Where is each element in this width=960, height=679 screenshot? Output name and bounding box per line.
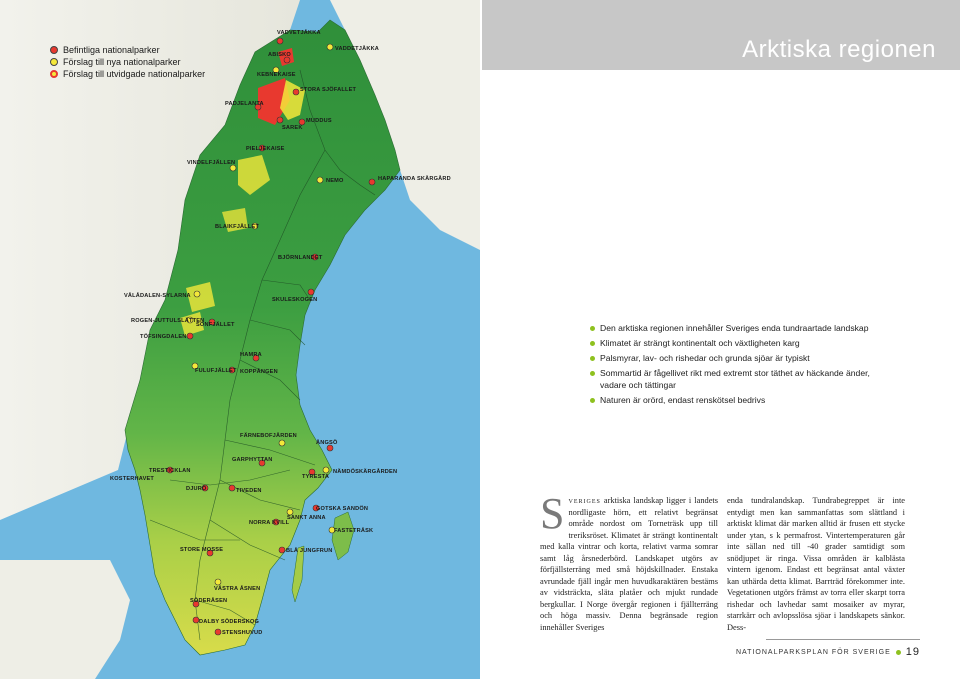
label-tiveden: TIVEDEN <box>236 488 262 494</box>
label-bla-jungfrun: BLÅ JUNGFRUN <box>286 548 333 554</box>
title-bar <box>482 0 960 70</box>
marker-farnebofjarden[interactable] <box>279 440 285 446</box>
page-number: 19 <box>905 646 920 658</box>
legend-extended-label: Förslag till utvidgade nationalparker <box>63 69 206 79</box>
marker-skuleskogen[interactable] <box>308 289 314 295</box>
body-column-1 <box>540 489 718 633</box>
bullet-item <box>590 338 890 350</box>
label-haparanda: HAPARANDA SKÄRGÅRD <box>378 176 451 182</box>
label-vadvetjakka: VADVETJÅKKA <box>277 30 321 36</box>
label-farnebofjarden: FÄRNEBOFJÄRDEN <box>240 433 297 439</box>
footer-dot-icon <box>896 650 901 655</box>
legend-new-dot <box>50 58 58 66</box>
label-vastra-asnen: VÄSTRA ÅSNEN <box>214 586 261 592</box>
label-tresticklan: TRESTICKLAN <box>149 468 191 474</box>
label-tofsingdalen: TÖFSINGDALEN <box>140 334 187 340</box>
marker-nemo[interactable] <box>317 177 323 183</box>
footer-rule <box>766 639 920 640</box>
footer-text: NATIONALPARKSPLAN FÖR SVERIGE <box>735 648 891 656</box>
label-sonfjallet: SONFJÄLLET <box>196 322 235 328</box>
label-padjelanta: PADJELANTA <box>225 101 264 107</box>
label-store-mosse: STORE MOSSE <box>180 547 224 553</box>
marker-vadvetjakka[interactable] <box>277 38 283 44</box>
page-title: Arktiska regionen <box>742 36 936 63</box>
legend-existing-dot <box>50 46 58 54</box>
marker-tiveden[interactable] <box>229 485 235 491</box>
label-stenshuvud: STENSHUVUD <box>222 630 263 636</box>
label-kosterhavet: KOSTERHAVET <box>110 476 155 482</box>
bullet-item <box>590 395 890 407</box>
legend-new <box>50 56 205 68</box>
marker-stora-sjofallet[interactable] <box>293 89 299 95</box>
label-fulufjallet: FULUFJÄLLET <box>195 368 237 374</box>
bullet-dot-icon <box>590 356 595 361</box>
bullet-list <box>590 323 890 410</box>
bullet-item <box>590 353 890 365</box>
label-kebnekaise: KEBNEKAISE <box>257 72 296 78</box>
label-vaddetjakka: VADDETJÅKKA <box>335 46 380 52</box>
label-hamra: HAMRA <box>240 352 262 358</box>
legend-new-label: Förslag till nya nationalparker <box>63 57 181 67</box>
legend-extended <box>50 68 205 80</box>
label-sankt-anna: SANKT ANNA <box>287 515 326 521</box>
body-text-col2: enda tundralandskap. Tundrabegreppet är inte entydigt men kan sammanfattas som slättland i arktiskt klimat där marken alltid är frusen ett stycke under ytan, s k permafrost. Vintertemperaturen går inte sällan ned till -40 grader samtidigt som snödjupet är ringa. Vissa områden är kalblästa vintern igenom. Endast ett begränsat antal växter kan uthärda detta klimat. Barrträd förekommer inte. Vegetationen utgörs främst av torra eller skarpt torra rishedar och lavhedar samt mosaiker av myrar, starrkärr och avlopsslösa sjöar i landskapets sänkor. Dess- <box>727 496 905 632</box>
label-garphyttan: GARPHYTTAN <box>232 457 273 463</box>
body-column-2 <box>727 495 905 633</box>
label-stora-sjofallet: STORA SJÖFALLET <box>300 87 357 93</box>
label-norra-kvill: NORRA KVILL <box>249 520 290 526</box>
label-abisko: ABISKO <box>268 52 291 58</box>
body-text-col1: arktiska landskap ligger i landets nordligaste hörn, ett relativt begränsat område nordost om Torneträsk upp till treriksröset. Klimatet är strängt kontinentalt med kalla vintrar och korta, relativt varma somrar samt låg årsnederbörd. Landskapet utgörs av förfjällsterräng med små höjdskillnader. Enstaka avrundade fjäll ingår men huvudkaraktären bestäms av vidsträckta, släta platåer och mjukt rundade bergkullar. I Norge övergår regionen i fjällterräng och höga massiv. Denna begränsade region innehåller Sveriges <box>540 496 718 632</box>
legend-existing-label: Befintliga nationalparker <box>63 45 160 55</box>
bullet-text: Klimatet är strängt kontinentalt och växtligheten karg <box>600 338 800 348</box>
bullet-text: Den arktiska regionen innehåller Sveriges enda tundraartade landskap <box>600 323 869 333</box>
body-paragraph-1 <box>540 489 718 633</box>
label-vindelfjallen: VINDELFJÄLLEN <box>187 160 236 166</box>
label-valadalen: VÅLÅDALEN-SYLARNA <box>124 293 191 299</box>
marker-sarek[interactable] <box>277 117 283 123</box>
bullet-text: Naturen är orörd, endast renskötsel bedrivs <box>600 394 766 405</box>
label-namdo: NÄMDÖSKÄRGÅRDEN <box>333 469 398 475</box>
bullet-text: Palsmyrar, lav- och rishedar och grunda sjöar är typiskt <box>600 353 810 363</box>
marker-bla-jungfrun[interactable] <box>279 547 285 553</box>
label-tyresta: TYRESTA <box>302 474 330 480</box>
label-djuro: DJURÖ <box>186 486 207 492</box>
marker-haparanda[interactable] <box>369 179 375 185</box>
legend-extended-dot <box>50 70 58 78</box>
bullet-text: Sommartid är fågellivet rikt med extremt stor täthet av häckande änder, vadare och tättingar <box>600 368 870 390</box>
label-blaikfjallet: BLAIKFJÄLLET <box>215 224 260 230</box>
label-fastetrask: FASTETRÄSK <box>334 528 374 534</box>
bullet-dot-icon <box>590 341 595 346</box>
label-koppangen: KOPPÅNGEN <box>240 369 278 375</box>
drop-cap: S <box>540 489 565 538</box>
body-smallcaps: veriges <box>568 496 601 505</box>
label-pieljekaise: PIELJEKAISE <box>246 146 285 152</box>
marker-stenshuvud[interactable] <box>215 629 221 635</box>
label-rogen: ROGEN-JUTTULSLÄTTEN <box>131 318 205 324</box>
bullet-item <box>590 368 890 391</box>
label-dalby: DALBY SÖDERSKOG <box>199 619 260 625</box>
marker-valadalen[interactable] <box>194 291 200 297</box>
label-soderasen: SÖDERÅSEN <box>190 598 228 604</box>
bullet-dot-icon <box>590 326 595 331</box>
label-angso: ÄNGSÖ <box>316 440 338 446</box>
marker-vaddetjakka[interactable] <box>327 44 333 50</box>
bullet-dot-icon <box>590 398 595 403</box>
marker-tofsingdalen[interactable] <box>187 333 193 339</box>
marker-vastra-asnen[interactable] <box>215 579 221 585</box>
label-gotska: GOTSKA SANDÖN <box>316 506 369 512</box>
label-nemo: NEMO <box>326 178 344 184</box>
marker-namdo[interactable] <box>323 467 329 473</box>
legend-existing <box>50 44 205 56</box>
page-footer <box>736 646 920 658</box>
map-legend <box>50 44 205 80</box>
bullet-dot-icon <box>590 371 595 376</box>
label-muddus: MUDDUS <box>306 118 332 124</box>
bullet-item <box>590 323 890 335</box>
label-bjornlandet: BJÖRNLANDET <box>278 255 323 261</box>
label-sarek: SAREK <box>282 125 303 131</box>
label-skuleskogen: SKULESKOGEN <box>272 297 318 303</box>
